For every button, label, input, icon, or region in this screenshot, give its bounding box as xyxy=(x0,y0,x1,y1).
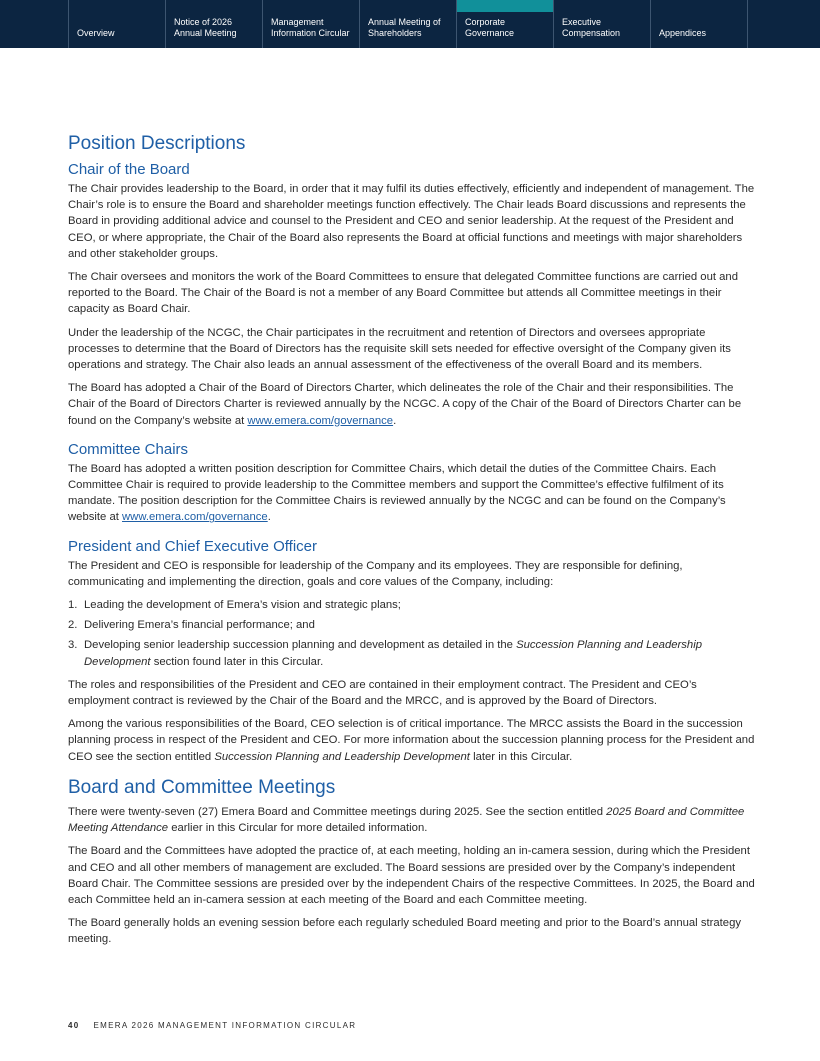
list-text-italic: Succession Planning and Leadership Development xyxy=(84,639,702,668)
paragraph: The President and CEO is responsible for leadership of the Company and its employees. They are responsible for defining, communicating and implementing the direction, goals and core values of the Company, including: xyxy=(68,559,683,588)
paragraph-text: Among the various responsibilities of the Board, CEO selection is of critical importance. The MRCC assists the Board in the succession planning process in respect of the President and CEO. For more information about the succession planning process for the President and CEO see the section entitled xyxy=(68,718,755,763)
tab-label: Notice of 2026 Annual Meeting xyxy=(174,17,237,38)
list-text: Developing senior leadership succession planning and development as detailed in the xyxy=(84,639,517,652)
paragraph: The Chair oversees and monitors the work of the Board Committees to ensure that delegated Committee functions are carried out and reported to the Board. The Chair of the Board is not a member of any Board Committee but attends all Committee meetings in their capacity as Board Chair. xyxy=(68,271,739,316)
subheading-committee-chairs: Committee Chairs xyxy=(68,440,189,458)
paragraph: The roles and responsibilities of the President and CEO are contained in their employment contract. The President and CEO’s employment contract is reviewed by the Chair of the Board and the MRCC, and is approved by the Board of Directors. xyxy=(68,678,697,708)
governance-link[interactable]: www.emera.com/governance xyxy=(122,511,268,524)
paragraph xyxy=(68,380,756,429)
subheading-chair-of-the-board: Chair of the Board xyxy=(68,161,190,178)
tab-label: Management Information Circular xyxy=(271,17,350,38)
list-number: 3. xyxy=(68,639,78,652)
section-title-board-and-committee-meetings: Board and Committee Meetings xyxy=(68,776,336,798)
governance-link[interactable]: www.emera.com/governance xyxy=(247,414,394,427)
list-item xyxy=(68,637,756,669)
list-text: Leading the development of Emera’s vision and strategic plans; xyxy=(84,599,401,612)
subheading-president-and-ceo: President and Chief Executive Officer xyxy=(68,537,318,555)
list-text: section found later in this Circular. xyxy=(150,655,324,668)
main-content xyxy=(68,132,756,955)
paragraph-end: . xyxy=(393,414,397,427)
document-title: EMERA 2026 MANAGEMENT INFORMATION CIRCULAR xyxy=(93,1021,357,1030)
list-number: 1. xyxy=(68,599,78,612)
paragraph-italic: Succession Planning and Leadership Development xyxy=(214,750,470,763)
paragraph-text: earlier in this Circular for more detailed information. xyxy=(168,822,428,835)
tab-label: Appendices xyxy=(659,28,707,38)
tab-label: Corporate Governance xyxy=(465,17,515,38)
paragraph-text: later in this Circular. xyxy=(469,750,573,763)
tab-label: Annual Meeting of Shareholders xyxy=(368,17,441,38)
list-number: 2. xyxy=(68,619,78,632)
tab-annual-meeting-of-shareholders[interactable] xyxy=(360,0,457,48)
paragraph-text: The Board has adopted a Chair of the Board of Directors Charter, which delineates the role of the Chair and their responsibilities. The Chair of the Board of Directors Charter is reviewed annually by the NCGC. A copy of the Chair of the Board of Directors Charter can be found on the Company’s website at xyxy=(68,382,742,427)
tab-label: Executive Compensation xyxy=(562,17,621,38)
paragraph xyxy=(68,804,756,836)
paragraph-end: . xyxy=(267,511,271,524)
tab-overview[interactable] xyxy=(69,0,166,48)
paragraph: Under the leadership of the NCGC, the Chair participates in the recruitment and retention of Directors and oversees appropriate processes to determine that the Board of Directors has the requisite skill sets needed for effective oversight of the Company given its operations and strategy. The Chair also leads an annual assessment of the effectiveness of the overall Board and its members. xyxy=(68,326,731,372)
list-text: Delivering Emera’s financial performance; and xyxy=(84,619,315,632)
ceo-responsibilities-list xyxy=(68,597,756,670)
nav-spacer xyxy=(0,0,69,48)
paragraph: The Chair provides leadership to the Board, in order that it may fulfil its duties effectively, efficiently and independent of management. The Chair’s role is to ensure the Board and shareholder meetings function effectively. The Chair leads Board discussions and represents the Board in providing additional advice and counsel to the President and CEO and senior leadership. At the request of the President and CEO, or where appropriate, the Chair of the Board also represents the Board at official functions and meetings with major shareholders and other stakeholder groups. xyxy=(68,183,755,260)
tab-appendices[interactable] xyxy=(651,0,748,48)
paragraph xyxy=(68,716,756,765)
tab-management-information-circular[interactable] xyxy=(263,0,360,48)
page-number: 40 xyxy=(68,1021,80,1030)
paragraph-text: There were twenty-seven (27) Emera Board and Committee meetings during 2025. See the section entitled xyxy=(68,805,607,818)
list-item xyxy=(68,597,756,613)
page-footer xyxy=(68,1021,356,1030)
paragraph xyxy=(68,461,756,526)
top-navigation xyxy=(0,0,820,48)
list-item xyxy=(68,617,756,633)
section-title-position-descriptions: Position Descriptions xyxy=(68,133,246,154)
tab-label: Overview xyxy=(77,28,115,38)
tab-corporate-governance[interactable] xyxy=(457,0,554,48)
paragraph: The Board and the Committees have adopted the practice of, at each meeting, holding an in-camera session, during which the President and CEO and all other members of management are excluded. The Board sessions are presided over by the Company’s independent Board Chair. The Committee sessions are presided over by the independent Chairs of the respective Committees. In 2025, the Board and each Committee held an in-camera session at each meeting of the Board and each Committee meeting. xyxy=(68,845,755,906)
tab-executive-compensation[interactable] xyxy=(554,0,651,48)
paragraph-italic: 2025 Board and Committee Meeting Attendance xyxy=(68,805,745,835)
paragraph: The Board generally holds an evening session before each regularly scheduled Board meeting and prior to the Board’s annual strategy meeting. xyxy=(68,917,742,946)
paragraph-text: The Board has adopted a written position description for Committee Chairs, which detail the duties of the Committee Chairs. Each Committee Chair is required to provide leadership to the Committee members and support the Committee’s effective fulfilment of its mandate. The position description for the Committee Chairs is reviewed annually by the NCGC and can be found on the Company’s website at xyxy=(68,462,726,524)
tab-notice-of-annual-meeting[interactable] xyxy=(166,0,263,48)
